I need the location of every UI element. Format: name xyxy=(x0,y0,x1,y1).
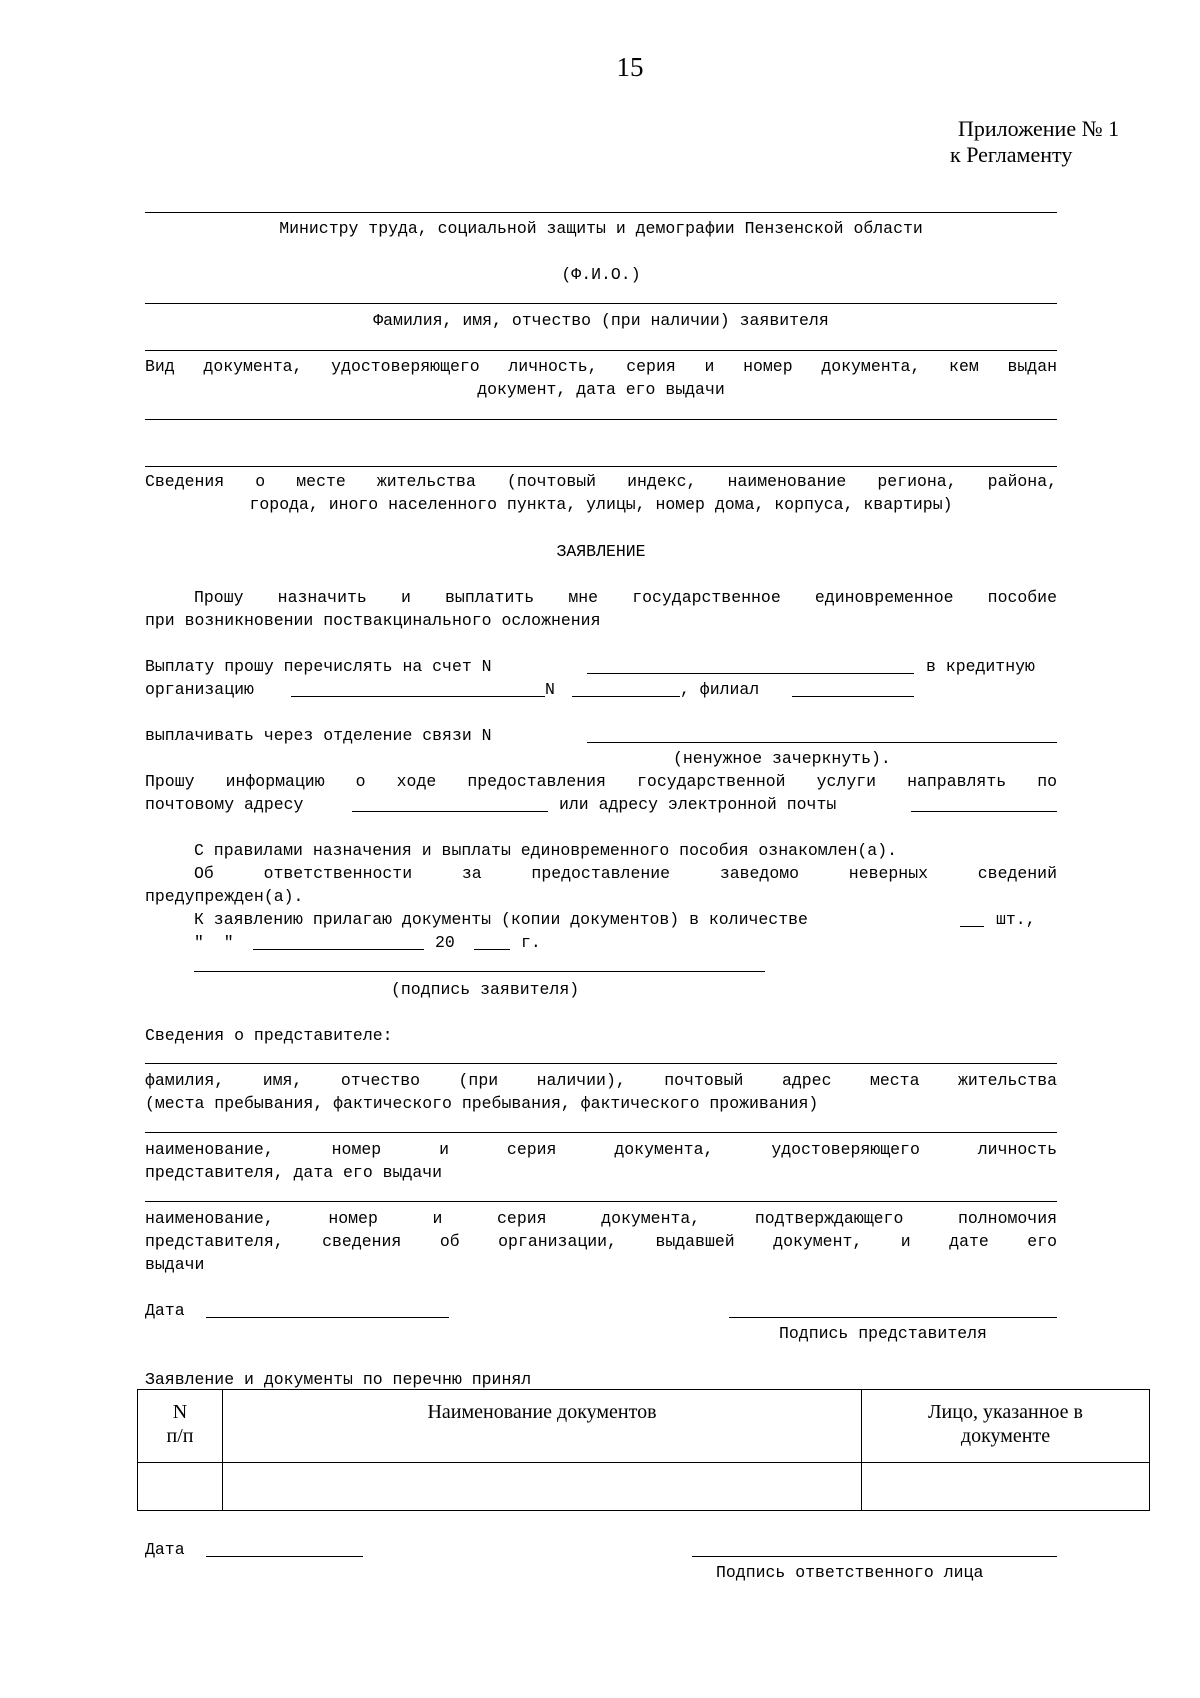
responsibility-line-1: Об ответственности за предоставление заведомо неверных сведений xyxy=(194,864,1057,883)
organization-n-label: N xyxy=(545,680,555,699)
branch-label: , филиал xyxy=(680,680,760,699)
attachments-unit: шт., xyxy=(996,910,1036,929)
date-month-field xyxy=(253,949,424,950)
representative-authority-caption-1: наименование, номер и серия документа, подтверждающего полномочия xyxy=(145,1209,1057,1228)
representative-name-caption-2: (места пребывания, фактического пребывания, фактического проживания) xyxy=(145,1094,819,1113)
table-cell-person xyxy=(862,1463,1150,1511)
applicant-name-caption: Фамилия, имя, отчество (при наличии) заявителя xyxy=(373,311,829,330)
documents-table xyxy=(137,1389,1150,1511)
id-document-caption-1: Вид документа, удостоверяющего личность, серия и номер документа, кем выдан xyxy=(145,357,1057,376)
representative-id-caption-2: представителя, дата его выдачи xyxy=(145,1163,443,1182)
applicant-signature-caption: (подпись заявителя) xyxy=(391,980,580,999)
request-line-2: при возникновении поствакцинального осложнения xyxy=(145,611,601,630)
acceptance-date-label: Дата xyxy=(145,1540,185,1559)
representative-name-line xyxy=(145,1063,1057,1064)
representative-id-line xyxy=(145,1132,1057,1133)
representative-date-label: Дата xyxy=(145,1301,185,1320)
applicant-name-line xyxy=(145,303,1057,304)
organization-number-field xyxy=(572,696,680,697)
pay-account-suffix: в кредитную xyxy=(926,657,1035,676)
pay-account-label: Выплату прошу перечислять на счет N xyxy=(145,657,492,676)
representative-authority-line xyxy=(145,1201,1057,1202)
table-cell-documents xyxy=(223,1463,862,1511)
representative-signature-line xyxy=(729,1317,1057,1318)
appendix-regulation-label: к Регламенту xyxy=(950,142,1073,167)
document-title: ЗАЯВЛЕНИЕ xyxy=(556,542,646,561)
appendix-label: Приложение № 1 xyxy=(958,116,1120,141)
branch-field xyxy=(792,696,914,697)
responsibility-line-2: предупрежден(а). xyxy=(145,887,304,906)
representative-authority-caption-2: представителя, сведения об организации, выдавшей документ, и дате его xyxy=(145,1232,1057,1251)
id-document-extra-line xyxy=(145,419,1057,420)
date-year-suffix: г. xyxy=(521,933,541,952)
postal-address-field xyxy=(352,811,548,812)
addressee-line xyxy=(145,212,1057,213)
representative-signature-caption: Подпись представителя xyxy=(779,1324,987,1343)
representative-heading: Сведения о представителе: xyxy=(145,1026,393,1045)
residence-line xyxy=(145,466,1057,467)
date-year-field xyxy=(474,949,510,950)
table-row xyxy=(138,1463,1150,1511)
column-header-documents xyxy=(223,1390,862,1463)
organization-label: организацию xyxy=(145,680,254,699)
request-line-1: Прошу назначить и выплатить мне государственное единовременное пособие xyxy=(194,588,1057,607)
strike-note: (ненужное зачеркнуть). xyxy=(673,749,891,768)
column-header-person-line-1: Лицо, указанное в xyxy=(927,1401,1083,1423)
table-cell-number xyxy=(138,1463,223,1511)
post-office-label: выплачивать через отделение связи N xyxy=(145,726,492,745)
email-field xyxy=(911,811,1057,812)
acceptance-heading: Заявление и документы по перечню принял xyxy=(145,1370,532,1389)
fio-caption: (Ф.И.О.) xyxy=(561,265,641,284)
date-quotes: " " xyxy=(194,933,234,952)
rules-acknowledgement: С правилами назначения и выплаты единовременного пособия ознакомлен(а). xyxy=(194,841,898,860)
email-label: или адресу электронной почты xyxy=(559,795,837,814)
column-header-person xyxy=(862,1390,1150,1463)
column-header-documents-text: Наименование документов xyxy=(427,1401,657,1423)
column-header-number-line-1: N xyxy=(172,1401,188,1423)
postal-address-label: почтовому адресу xyxy=(145,795,304,814)
representative-authority-caption-3: выдачи xyxy=(145,1255,205,1274)
attachments-label: К заявлению прилагаю документы (копии документов) в количестве xyxy=(194,910,808,929)
organization-field xyxy=(291,696,545,697)
account-number-field xyxy=(587,673,914,674)
acceptance-date-field xyxy=(206,1556,363,1557)
representative-id-caption-1: наименование, номер и серия документа, удостоверяющего личность xyxy=(145,1140,1057,1159)
table-header-row xyxy=(138,1390,1150,1463)
info-line-1: Прошу информацию о ходе предоставления государственной услуги направлять по xyxy=(145,772,1057,791)
residence-caption-1: Сведения о месте жительства (почтовый индекс, наименование региона, района, xyxy=(145,472,1057,491)
attachments-count-field xyxy=(960,926,984,927)
addressee-text: Министру труда, социальной защиты и демографии Пензенской области xyxy=(279,219,923,238)
representative-date-field xyxy=(206,1317,449,1318)
applicant-signature-line xyxy=(194,971,765,972)
id-document-line xyxy=(145,350,1057,351)
column-header-number-line-2: п/п xyxy=(166,1425,194,1447)
representative-name-caption-1: фамилия, имя, отчество (при наличии), почтовый адрес места жительства xyxy=(145,1071,1057,1090)
residence-caption-2: города, иного населенного пункта, улицы, номер дома, корпуса, квартиры) xyxy=(249,495,953,514)
post-office-field xyxy=(587,742,1057,743)
column-header-number xyxy=(138,1390,223,1463)
page-number: 15 xyxy=(616,52,644,82)
date-century: 20 xyxy=(435,933,455,952)
responsible-signature-caption: Подпись ответственного лица xyxy=(716,1563,984,1582)
id-document-caption-2: документ, дата его выдачи xyxy=(477,380,725,399)
responsible-signature-line xyxy=(692,1556,1057,1557)
column-header-person-line-2: документе xyxy=(960,1425,1051,1447)
